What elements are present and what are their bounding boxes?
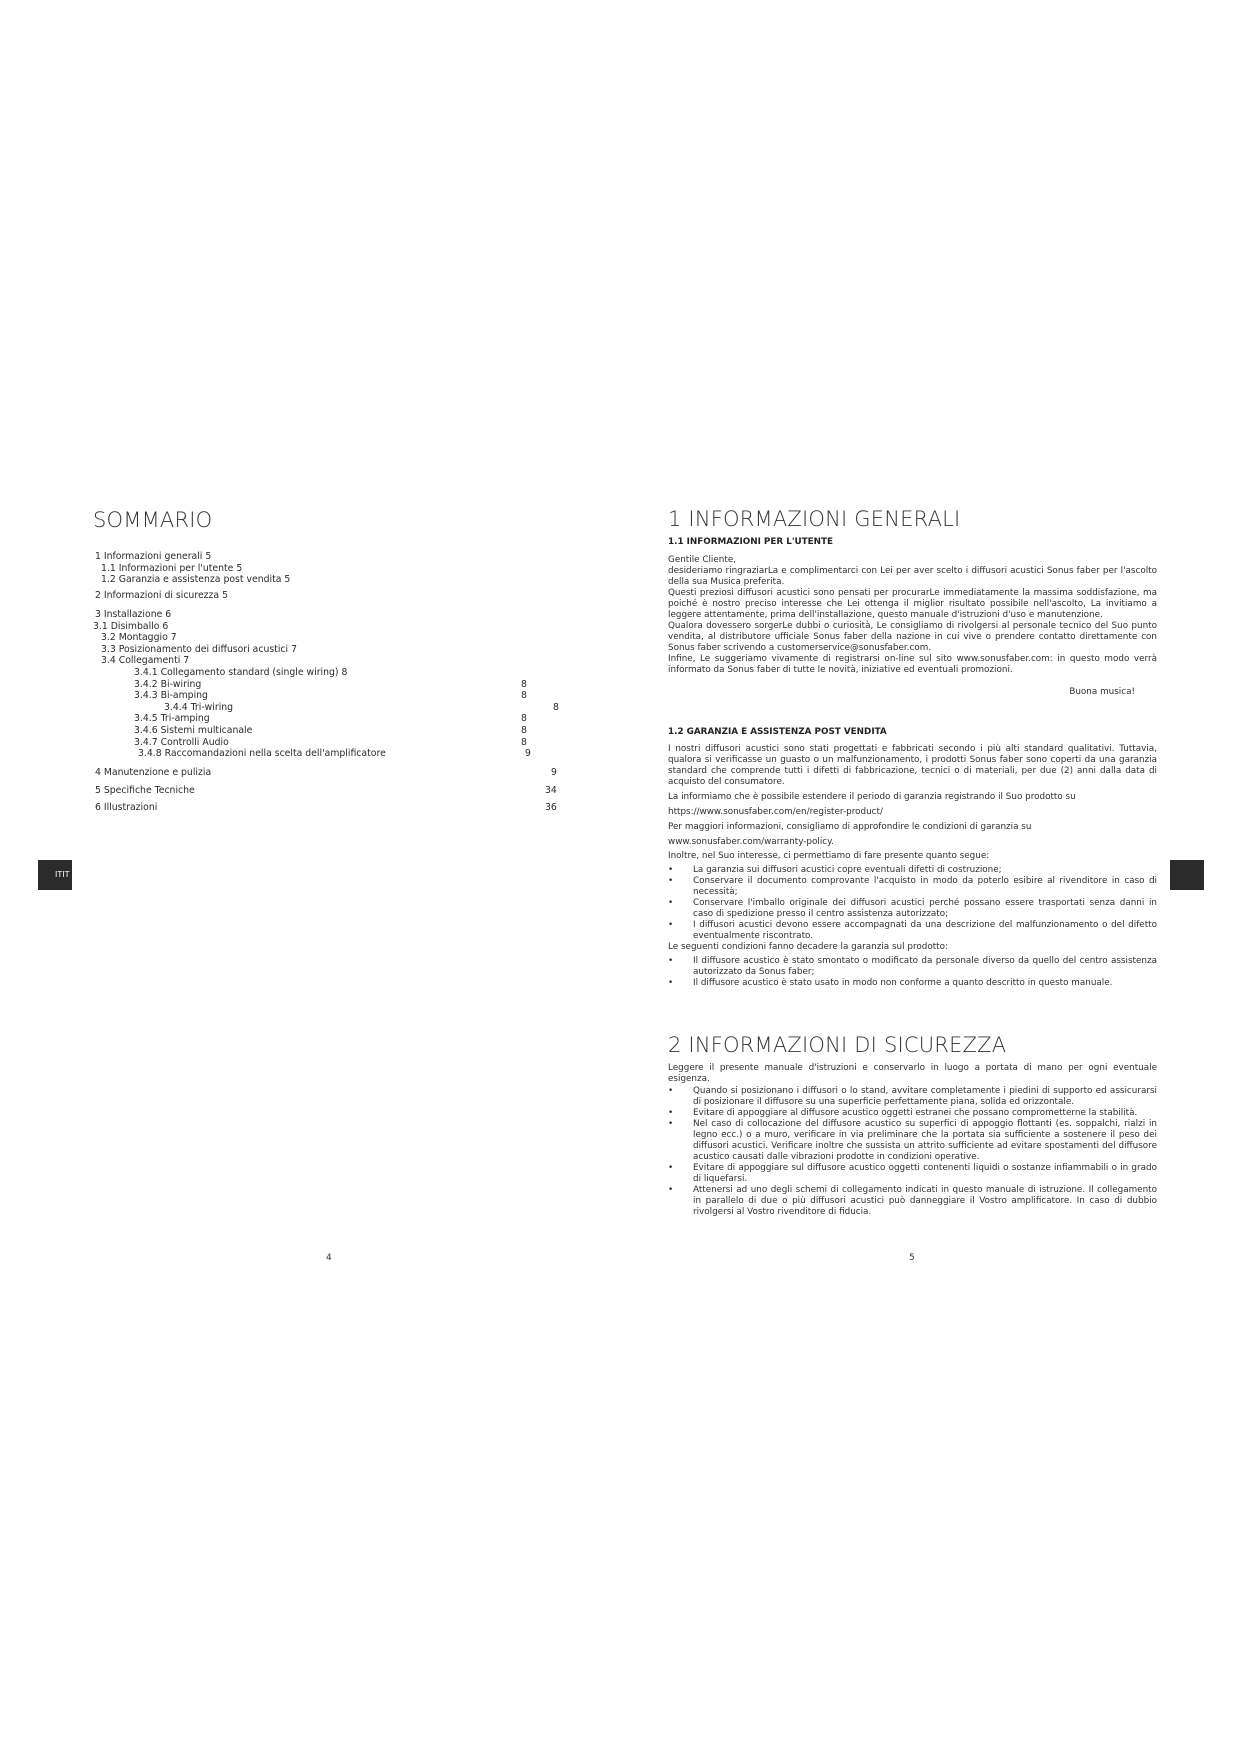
subsection-1-2-body xyxy=(668,744,1157,989)
list-item: • Attenersi ad uno degli schemi di collegamento indicati in questo manuale di istruzione. Il collegamento in parallelo di due o più diffusori acustici può danneggiare il Vostro amplificatore. In caso di dubbio rivolgersi al Vostro rivenditore di fiducia. xyxy=(668,1185,1157,1218)
toc-page-number: 8 xyxy=(521,690,527,702)
toc-title: SOMMARIO xyxy=(93,508,213,532)
toc-page-number: 9 xyxy=(525,748,531,760)
toc-page-number: 34 xyxy=(545,785,557,796)
page-number: 5 xyxy=(909,1253,915,1263)
toc-page-number: 8 xyxy=(521,736,527,748)
section-2-title: 2 INFORMAZIONI DI SICUREZZA xyxy=(668,1033,1007,1057)
toc-item[interactable]: 1.1 Informazioni per l'utente 5 xyxy=(101,562,243,574)
toc-page-number: 8 xyxy=(521,725,527,736)
paragraph: La informiamo che è possibile estendere il periodo di garanzia registrando il Suo prodotto su xyxy=(668,792,1076,802)
list-item: • Conservare l'imballo originale dei diffusori acustici perché possano essere trasportati senza danni in caso di spedizione presso il centro assistenza autorizzato; xyxy=(668,898,1157,920)
left-page xyxy=(0,0,620,1754)
list-item: • Quando si posizionano i diffusori o lo stand, avvitare completamente i piedini di supporto ed assicurarsi di posizionare il diffusore su una superficie perfettamente piana, solida ed orizzontale. xyxy=(668,1086,1157,1108)
toc-item[interactable]: 3.4.3 Bi-amping xyxy=(134,690,208,702)
toc-item[interactable]: 6 Illustrazioni xyxy=(95,802,158,813)
toc-page-number: 8 xyxy=(521,678,527,690)
toc-item[interactable]: 3.4.4 Tri-wiring xyxy=(164,701,234,713)
toc-page-number: 36 xyxy=(545,802,557,813)
toc-item[interactable]: 3.2 Montaggio 7 xyxy=(101,632,177,644)
paragraph: Qualora dovessero sorgerLe dubbi o curiosità, Le consigliamo di rivolgersi al personale tecnico del Suo punto vendita, al distributore ufficiale Sonus faber della nazione in cui vive o prendere contatto direttamente con Sonus faber scrivendo a customerservice@sonusfaber.com. xyxy=(668,621,1157,653)
list-item: • Evitare di appoggiare sul diffusore acustico oggetti contenenti liquidi o sostanze infiammabili o in grado di liquefarsi. xyxy=(668,1163,1157,1185)
paragraph: Le seguenti condizioni fanno decadere la garanzia sul prodotto: xyxy=(668,942,948,952)
paragraph: I nostri diffusori acustici sono stati progettati e fabbricati secondo i più alti standard qualitativi. Tuttavia, qualora si verificasse un guasto o un malfunzionamento, i prodotti Sonus faber sono coperti da una garanzia standard che comprende tutti i difetti di fabbricazione, tecnici o di materiali, per due (2) anni dalla data di acquisto del consumatore. xyxy=(668,744,1157,787)
toc-page-number: 8 xyxy=(553,701,559,713)
page-number: 4 xyxy=(326,1253,332,1263)
toc-item[interactable]: 3.4.1 Collegamento standard (single wiring) 8 xyxy=(134,667,348,678)
toc-page-number: 9 xyxy=(551,767,557,778)
list-item: • Nel caso di collocazione del diffusore acustico su superfici di appoggio flottanti (es. soppalchi, rialzi in legno ecc.) o a muro, verificare in via preliminare che la portata sia sufficiente a sostenere il peso dei diffusori acustici. Verificare inoltre che sussista un attrito sufficiente ad evitare spostamenti del diffusore acustico causati dalle vibrazioni prodotte in condizioni operative. xyxy=(668,1119,1157,1163)
list-item: • I diffusori acustici devono essere accompagnati da una descrizione del malfunzionamento o del difetto eventualmente riscontrato. xyxy=(668,920,1157,942)
paragraph: Per maggiori informazioni, consigliamo di approfondire le condizioni di garanzia su xyxy=(668,822,1032,832)
paragraph: Leggere il presente manuale d'istruzioni e conservarlo in luogo a portata di mano per ogni eventuale esigenza. xyxy=(668,1063,1157,1084)
toc-item[interactable]: 2 Informazioni di sicurezza 5 xyxy=(95,590,228,601)
toc-item[interactable]: 3 Installazione 6 xyxy=(95,609,172,620)
list-item: • Il diffusore acustico è stato usato in modo non conforme a quanto descritto in questo manuale. xyxy=(668,978,1157,989)
subsection-1-1-title: 1.1 INFORMAZIONI PER L'UTENTE xyxy=(668,537,834,547)
toc-item[interactable]: 3.4.7 Controlli Audio xyxy=(134,736,229,748)
toc-item[interactable]: 3.4.6 Sistemi multicanale xyxy=(134,725,253,736)
paragraph: Gentile Cliente, xyxy=(668,555,737,565)
toc-item[interactable]: 3.4.2 Bi-wiring xyxy=(134,678,202,690)
toc-item[interactable]: 1.2 Garanzia e assistenza post vendita 5 xyxy=(101,574,291,586)
sign-off: Buona musica! xyxy=(1069,687,1135,697)
list-item: • Conservare il documento comprovante l'acquisto in modo da poterlo esibire al rivenditore in caso di necessità; xyxy=(668,876,1157,898)
toc-item[interactable]: 5 Specifiche Tecniche xyxy=(95,785,195,796)
side-tab xyxy=(1170,860,1204,890)
toc-item[interactable]: 3.4 Collegamenti 7 xyxy=(101,655,190,667)
register-link[interactable]: https://www.sonusfaber.com/en/register-product/ xyxy=(668,807,883,817)
section-2-body xyxy=(668,1063,1157,1218)
paragraph: desideriamo ringraziarLa e complimentarci con Lei per aver scelto i diffusori acustici Sonus faber per l'ascolto della sua Musica preferita. xyxy=(668,566,1157,587)
section-1-title: 1 INFORMAZIONI GENERALI xyxy=(668,507,961,531)
list-item: • La garanzia sui diffusori acustici copre eventuali difetti di costruzione; xyxy=(668,865,1157,876)
list-item: • Evitare di appoggiare al diffusore acustico oggetti estranei che possano comprometterne la stabilità. xyxy=(668,1108,1157,1119)
language-side-tab: ITIT xyxy=(38,860,72,890)
toc-item[interactable]: 3.1 Disimballo 6 xyxy=(93,620,169,632)
toc-page-number: 8 xyxy=(521,713,527,725)
subsection-1-1-body xyxy=(668,555,1157,698)
paragraph: Questi preziosi diffusori acustici sono pensati per procurarLe immediatamente la massima soddisfazione, ma poiché è nostro preciso interesse che Lei ottenga il miglior risultato possibile nell'ascolto, La invitiamo a leggere attentamente, prima dell'installazione, questo manuale d'istruzioni d'uso e manutenzione. xyxy=(668,588,1157,620)
toc-item[interactable]: 3.4.5 Tri-amping xyxy=(134,713,210,725)
subsection-1-2-title: 1.2 GARANZIA E ASSISTENZA POST VENDITA xyxy=(668,727,887,737)
toc-item[interactable]: 1 Informazioni generali 5 xyxy=(95,551,212,562)
toc-item[interactable]: 4 Manutenzione e pulizia xyxy=(95,767,212,778)
warranty-link[interactable]: www.sonusfaber.com/warranty-policy. xyxy=(668,837,834,847)
paragraph: Infine, Le suggeriamo vivamente di registrarsi on-line sul sito www.sonusfaber.com: in questo modo verrà informato da Sonus faber di tutte le novità, iniziative ed eventuali promozioni. xyxy=(668,654,1157,675)
paragraph: Inoltre, nel Suo interesse, ci permettiamo di fare presente quanto segue: xyxy=(668,851,990,861)
list-item: • Il diffusore acustico è stato smontato o modificato da personale diverso da quello del centro assistenza autorizzato da Sonus faber; xyxy=(668,956,1157,978)
toc-item[interactable]: 3.3 Posizionamento dei diffusori acustici 7 xyxy=(101,643,297,655)
toc-item[interactable]: 3.4.8 Raccomandazioni nella scelta dell'amplificatore xyxy=(138,748,386,760)
